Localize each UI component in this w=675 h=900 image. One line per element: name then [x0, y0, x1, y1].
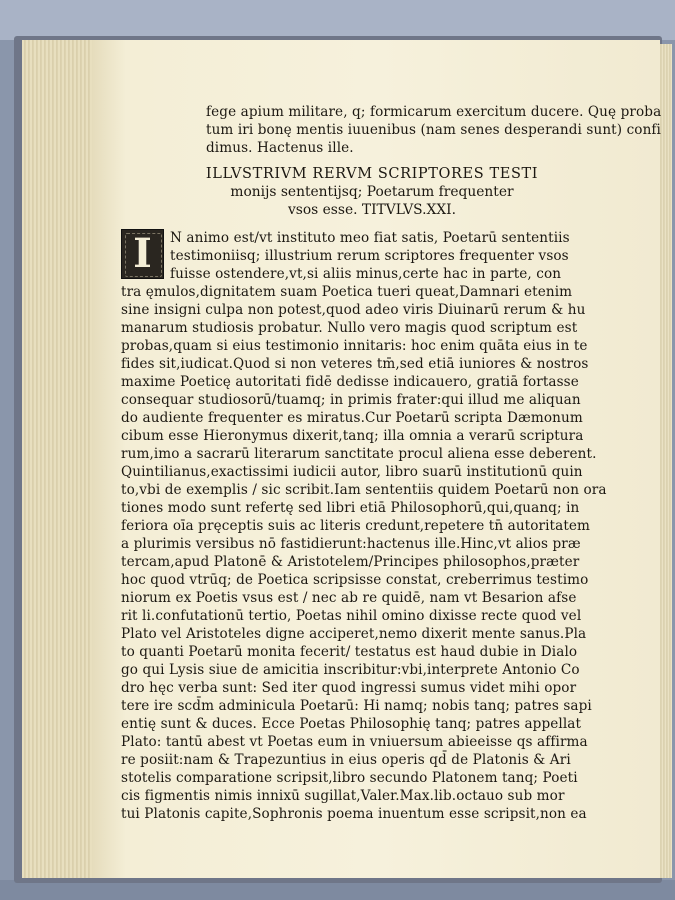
body-line: Plato: tantū abest vt Poetas eum in vniuersum abieeisse qs affirma	[121, 734, 588, 750]
body-line: Plato vel Aristoteles digne acciperet,nemo dixerit mente sanus.Pla	[121, 626, 587, 642]
body-line: tiones modo sunt refertę sed libri etiā Philosophorū,qui,quanq; in	[121, 500, 580, 516]
section-title-line: ILLVSTRIVM RERVM SCRIPTORES TESTI	[205, 166, 539, 182]
body-line: niorum ex Poetis vsus est / nec ab re quidē, nam vt Besarion afse	[121, 590, 577, 606]
body-line: re posiit:nam & Trapezuntius in eius operis qd̄ de Platonis & Ari	[121, 752, 571, 768]
background-top	[0, 0, 675, 40]
body-line: dro hęc verba sunt: Sed iter quod ingressi sumus videt mihi opor	[121, 680, 577, 696]
body-line: stotelis comparatione scripsit,libro secundo Platonem tanq; Poeti	[121, 770, 578, 786]
body-line: maxime Poeticę autoritati fidē dedisse indicauero, gratiā fortasse	[121, 374, 579, 390]
page-stack-left	[22, 40, 93, 878]
body-line: sine insigni culpa non potest,quod adeo viris Diuinarū rerum & hu	[121, 302, 586, 318]
body-line: tere ire scd̄m adminicula Poetarū: Hi namq; nobis tanq; patres sapi	[121, 698, 592, 714]
body-line: cis figmentis nimis innixū sugillat,Valer.Max.lib.octauo sub mor	[121, 788, 565, 804]
section-title-line: monijs sententijsq; Poetarum frequenter	[230, 184, 514, 200]
section-title-line: vsos esse. TITVLVS.XXI.	[287, 202, 457, 218]
body-line: N animo est/vt instituto meo fiat satis, Poetarū sententiis	[170, 230, 570, 246]
body-line: cibum esse Hieronymus dixerit,tanq; illa omnia a verarū scriptura	[121, 428, 584, 444]
opening-line: tum iri bonę mentis iuuenibus (nam senes desperandi sunt) confi	[206, 122, 661, 138]
body-line: fides sit,iudicat.Quod si non veteres tm̄,sed etiā iuniores & nostros	[121, 356, 589, 372]
opening-line: dimus. Hactenus ille.	[206, 140, 354, 156]
body-line: to,vbi de exemplis / sic scribit.Iam sententiis quidem Poetarū non ora	[121, 482, 607, 498]
body-line: do audiente frequenter es miratus.Cur Poetarū scripta Dæmonum	[121, 410, 583, 426]
body-line: tra ęmulos,dignitatem suam Poetica tueri queat,Damnari etenim	[121, 284, 573, 300]
body-line: tui Platonis capite,Sophronis poema inuentum esse scripsit,non ea	[121, 806, 587, 822]
body-line: consequar studiosorū/tuamq; in primis frater:qui illud me aliquan	[121, 392, 581, 408]
decorated-initial	[121, 229, 164, 279]
body-line: go qui Lysis siue de amicitia inscribitur:vbi,interprete Antonio Co	[121, 662, 580, 678]
body-line: feriora oīa pręceptis suis ac literis credunt,repetere tn̄ autoritatem	[121, 518, 591, 534]
page-stack-right	[658, 44, 672, 878]
background-bottom	[0, 880, 675, 900]
body-line: testimoniisq; illustrium rerum scriptores frequenter vsos	[170, 248, 569, 264]
body-line: tercam,apud Platonē & Aristotelem/Principes philosophos,præter	[121, 554, 580, 570]
body-line: a plurimis versibus nō fastidierunt:hactenus ille.Hinc,vt alios præ	[121, 536, 581, 552]
initial-letter: I	[133, 230, 152, 277]
body-line: to quanti Poetarū monita fecerit/ testatus est haud dubie in Dialo	[121, 644, 578, 660]
body-line: probas,quam si eius testimonio innitaris: hoc enim quāta eius in te	[121, 338, 588, 354]
body-line: entię sunt & duces. Ecce Poetas Philosophię tanq; patres appellat	[121, 716, 582, 732]
body-line: rum,imo a sacrarū literarum sanctitate procul aliena esse deberent.	[121, 446, 597, 462]
opening-line: fege apium militare, q; formicarum exercitum ducere. Quę proba	[206, 104, 662, 120]
body-line: rit li.confutationū tertio, Poetas nihil omino dixisse recte quod vel	[121, 608, 582, 624]
body-line: hoc quod vtrūq; de Poetica scripsisse constat, creberrimus testimo	[121, 572, 589, 588]
body-line: Quintilianus,exactissimi iudicii autor, libro suarū institutionū quin	[121, 464, 583, 480]
body-line: fuisse ostendere,vt,si aliis minus,certe hac in parte, con	[170, 266, 562, 282]
body-line: manarum studiosis probatur. Nullo vero magis quod scriptum est	[121, 320, 578, 336]
